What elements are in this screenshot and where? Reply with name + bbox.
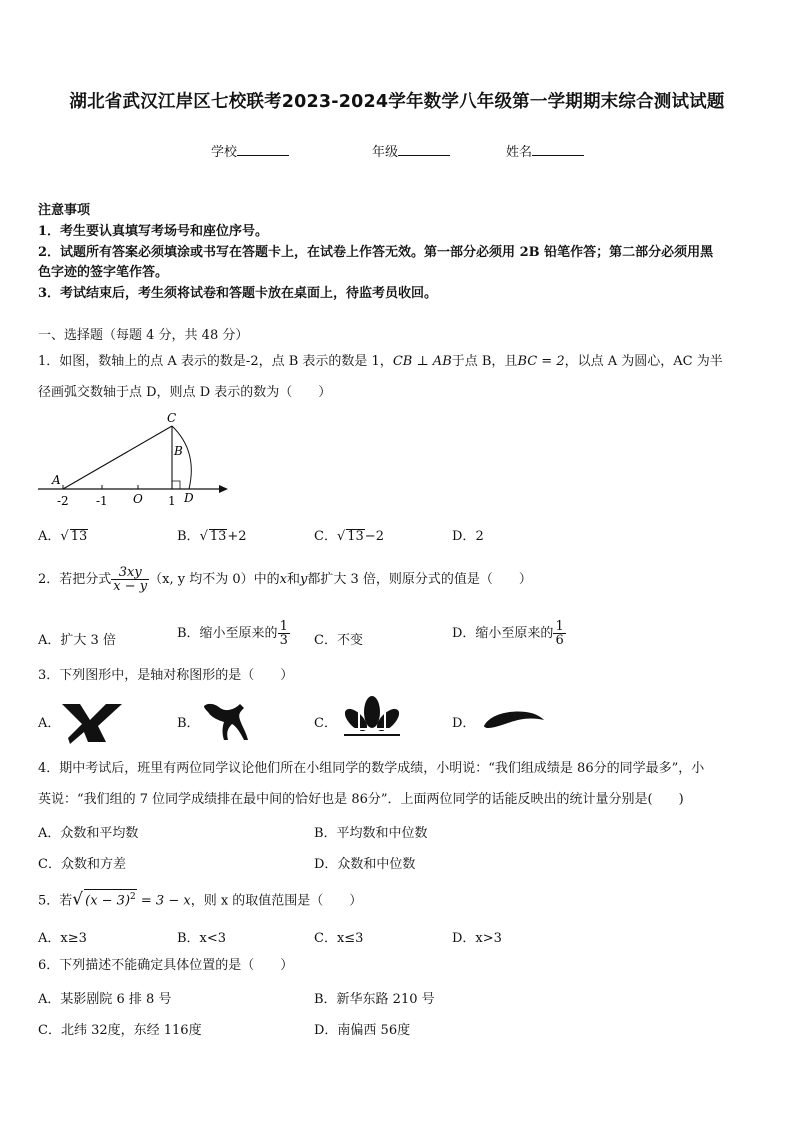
q1-option-b[interactable]: B．√ 13+2 <box>177 529 247 544</box>
option-fraction <box>553 620 565 647</box>
name-field <box>506 141 584 160</box>
fraction-numerator: 1 <box>555 619 564 634</box>
swoosh-logo-icon <box>480 706 546 732</box>
q6-option-a[interactable]: A．某影剧院 6 排 8 号 <box>38 992 172 1007</box>
q1-line1 <box>38 354 723 370</box>
school-blank <box>237 144 289 156</box>
radicand: 13 <box>70 529 88 544</box>
option-letter: A． <box>38 529 61 544</box>
q1-option-a[interactable]: A．√ 13 <box>38 529 88 544</box>
q2-stem <box>38 566 532 593</box>
q3-option-c[interactable] <box>314 712 337 731</box>
school-label: 学校 <box>211 145 238 160</box>
option-letter: A． <box>38 716 61 731</box>
q6-option-c[interactable]: C．北纬 32度，东经 116度 <box>38 1023 202 1038</box>
origin-label: O <box>133 492 143 506</box>
notes-heading: 注意事项 <box>38 203 91 218</box>
exam-title: 湖北省武汉江岸区七校联考2023-2024学年数学八年级第一学期期末综合测试试题 <box>69 92 725 112</box>
q6-option-b[interactable]: B．新华东路 210 号 <box>314 992 435 1007</box>
q5-stem <box>38 889 362 909</box>
fraction-numerator: 1 <box>279 619 288 634</box>
fraction-denominator: 6 <box>555 633 564 648</box>
q2-option-a[interactable]: A．扩大 3 倍 <box>38 633 116 648</box>
q1-text-a: 1．如图，数轴上的点 A 表示的数是-2，点 B 表示的数是 1， <box>38 354 393 369</box>
radicand: 13 <box>347 529 364 544</box>
note-item: 1．考生要认真填写考场号和座位序号。 <box>38 224 269 239</box>
q2-prefix: 2．若把分式 <box>38 572 112 587</box>
option-fraction <box>278 620 290 647</box>
school-field <box>211 141 289 160</box>
q5-option-d[interactable]: D．x>3 <box>452 931 502 946</box>
q4-option-c[interactable]: C．众数和方差 <box>38 857 126 872</box>
q5-option-a[interactable]: A．x≥3 <box>38 931 87 946</box>
var-x: x <box>279 572 287 587</box>
q2-suffix: 都扩大 3 倍，则原分式的值是（ ） <box>307 572 532 587</box>
note-item: 3．考试结束后，考生须将试卷和答题卡放在桌面上，待监考员收回。 <box>38 286 438 301</box>
radicand: 13 <box>209 529 227 544</box>
q1-number-line-figure <box>30 405 240 513</box>
option-letter: D． <box>452 529 476 544</box>
q4-option-a[interactable]: A．众数和平均数 <box>38 826 139 841</box>
option-letter: D． <box>452 716 476 731</box>
q1-text-b: 于点 B，且 <box>451 354 518 369</box>
q4-line1: 4．期中考试后，班里有两位同学议论他们所在小组同学的数学成绩，小明说：“我们组成绩是 86分的同学最多”，小 <box>38 761 705 776</box>
puma-logo-icon <box>200 698 252 744</box>
q5-suffix: ，则 x 的取值范围是（ ） <box>190 893 363 909</box>
name-label: 姓名 <box>506 145 533 160</box>
option-tail: 2 <box>475 529 484 544</box>
option-text: D．缩小至原来的 <box>452 626 554 641</box>
option-letter: C． <box>314 716 337 731</box>
fraction-denominator: x − y <box>113 579 148 594</box>
sqrt-icon: √ <box>72 889 84 910</box>
q2-mid: 和 <box>286 572 300 587</box>
q2-option-b[interactable] <box>177 620 290 647</box>
fraction-numerator: 3xy <box>111 566 149 580</box>
option-letter: C． <box>314 529 337 544</box>
q1-line2: 径画弧交数轴于点 D，则点 D 表示的数为（ ） <box>38 385 332 400</box>
q1-option-d[interactable] <box>452 525 484 544</box>
option-tail: −2 <box>364 529 384 544</box>
segment-ac <box>63 426 172 489</box>
q2-option-c[interactable]: C．不变 <box>314 633 363 648</box>
q2-condition: （x, y 均不为 0）中的 <box>149 572 280 587</box>
q4-option-d[interactable]: D．众数和中位数 <box>314 857 416 872</box>
q5-option-b[interactable]: B．x<3 <box>177 931 227 946</box>
point-c-label: C <box>167 411 177 425</box>
radicand: (x − 3) <box>85 893 131 909</box>
option-tail: +2 <box>227 529 247 544</box>
tick-label: -2 <box>57 494 69 508</box>
option-letter: B． <box>177 716 200 731</box>
grade-label: 年级 <box>372 145 399 160</box>
note-item: 2．试题所有答案必须填涂或书写在答题卡上，在试卷上作答无效。第一部分必须用 2B 铅笔作答；第二部分必须用黑 <box>38 245 714 260</box>
point-d-label: D <box>184 491 194 505</box>
q4-line2: 英说：“我们组的 7 位同学成绩排在最中间的恰好也是 86分”．上面两位同学的话能反映出的统计量分别是( ) <box>38 792 684 807</box>
q3-stem: 3．下列图形中，是轴对称图形的是（ ） <box>38 668 294 683</box>
right-angle-mark <box>172 481 180 489</box>
q2-fraction <box>111 566 149 593</box>
q1-text-c: ，以点 A 为圆心，AC 为半 <box>564 354 723 369</box>
q2-option-d[interactable] <box>452 620 566 647</box>
q1-option-c[interactable]: C．√ 13−2 <box>314 529 384 544</box>
q4-option-b[interactable]: B．平均数和中位数 <box>314 826 428 841</box>
q5-option-c[interactable]: C．x≤3 <box>314 931 364 946</box>
trefoil-logo-icon <box>338 694 406 742</box>
section-heading: 一、选择题（每题 4 分，共 48 分） <box>38 328 249 343</box>
axis-arrow-icon <box>219 485 228 493</box>
option-letter: B． <box>177 529 200 544</box>
option-text: B．缩小至原来的 <box>177 626 278 641</box>
exponent: 2 <box>130 892 136 902</box>
q3-option-d[interactable] <box>452 712 475 731</box>
q5-radicand <box>84 889 137 908</box>
var-y: y <box>299 572 308 587</box>
grade-field <box>372 141 450 160</box>
name-blank <box>532 144 584 156</box>
q3-option-b[interactable] <box>177 712 200 731</box>
note-item: 色字迹的签字笔作答。 <box>38 265 169 280</box>
q6-stem: 6．下列描述不能确定具体位置的是（ ） <box>38 958 294 973</box>
q6-option-d[interactable]: D．南偏西 56度 <box>314 1023 411 1038</box>
q1-math-bc: BC = 2 <box>517 354 565 369</box>
q5-prefix: 5．若 <box>38 893 73 909</box>
grade-blank <box>398 144 450 156</box>
point-a-label: A <box>52 473 61 487</box>
point-b-label: B <box>174 444 183 458</box>
tick-label: 1 <box>168 494 176 508</box>
q5-equation: = 3 − x <box>140 893 191 909</box>
fraction-denominator: 3 <box>279 633 288 648</box>
logo-x-icon <box>58 700 128 746</box>
tick-label: -1 <box>96 494 108 508</box>
q1-math-perp: CB ⊥ AB <box>392 354 452 369</box>
